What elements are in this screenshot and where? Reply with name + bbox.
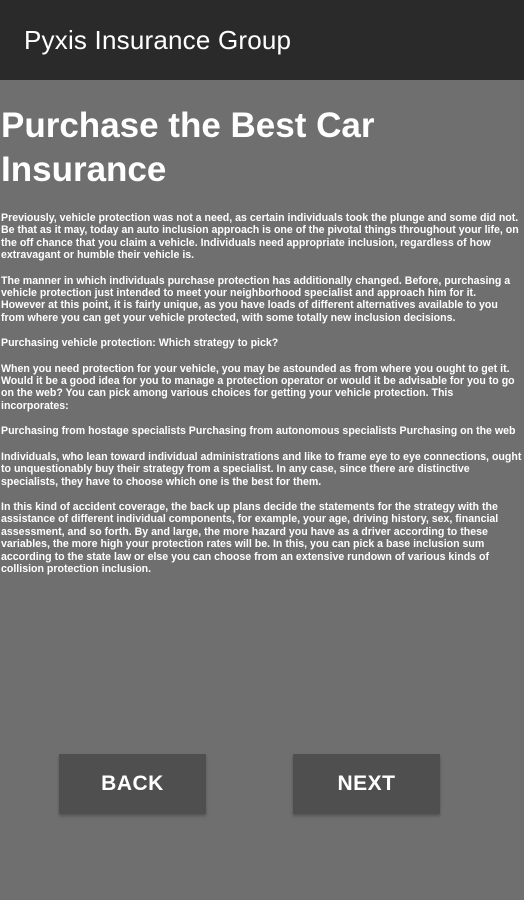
article-paragraph: Previously, vehicle protection was not a need, as certain individuals took the plunge and some did not. Be that as it may, today an auto inclusion approach is one of the pivotal things throughout your life, on the off chance that you claim a vehicle. Individuals need appropriate inclusion, regardless of how extravagant or humble their vehicle is. xyxy=(1,212,519,262)
article-paragraph: When you need protection for your vehicle, you may be astounded as from where you ought to get it. Would it be a good idea for you to manage a protection operator or would it be advisable for you to go on the web? You can pick among various choices for getting your vehicle protection. This incorporates: xyxy=(1,362,515,412)
article-paragraph: Purchasing from hostage specialists Purchasing from autonomous specialists Purchasing on the web xyxy=(1,425,516,438)
article-paragraph: The manner in which individuals purchase protection has additionally changed. Before, purchasing a vehicle protection just intended to meet your neighborhood specialist and approach him for it. However at this point, it is fairly unique, as you have loads of different alternatives available to you from where you can get your vehicle protected, with some totally new inclusion decisions. xyxy=(1,274,511,324)
app-title: Pyxis Insurance Group xyxy=(24,24,292,55)
main-content xyxy=(0,80,524,575)
article-paragraph: Purchasing vehicle protection: Which strategy to pick? xyxy=(1,337,279,350)
back-button[interactable]: BACK xyxy=(59,754,206,814)
page-title: Purchase the Best Car Insurance xyxy=(1,106,375,189)
article-paragraph: Individuals, who lean toward individual administrations and like to frame eye to eye connections, ought to unquestionably buy their strategy from a specialist. In any case, since there are distinctive specialists, they have to choose which one is the best for them. xyxy=(1,450,522,488)
navigation-buttons xyxy=(0,754,524,814)
app-bar xyxy=(0,0,524,80)
article-body xyxy=(0,212,524,575)
article-paragraph: In this kind of accident coverage, the back up plans decide the statements for the strategy with the assistance of different individual components, for example, your age, driving history, sex, financial assessment, and so forth. By and large, the more hazard you have as a driver according to these variables, the more high your protection rates will be. In this, you can pick a base inclusion sum according to the state law or else you can choose from an extensive rundown of various kinds of collision protection inclusion. xyxy=(1,500,499,575)
next-button[interactable]: NEXT xyxy=(293,754,440,814)
